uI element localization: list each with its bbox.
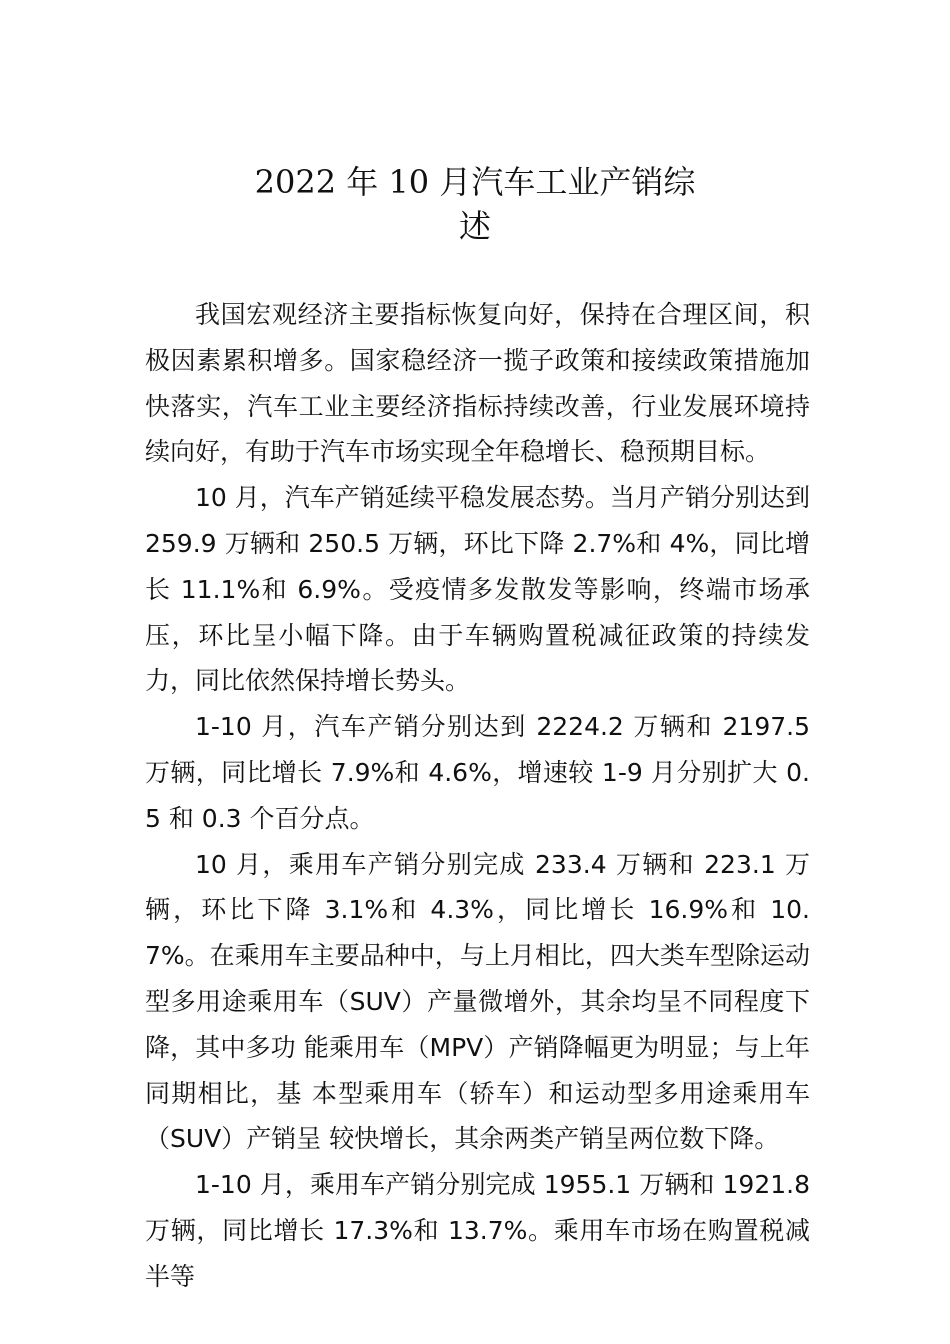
paragraph: 1-10 月，乘用车产销分别完成 1955.1 万辆和 1921.8 万辆，同比增长 17.3%和 13.7%。乘用车市场在购置税减半等 <box>145 1170 810 1291</box>
paragraph: 10 月，乘用车产销分别完成 233.4 万辆和 223.1 万辆，环比下降 3.1%和 4.3%，同比增长 16.9%和 10.7%。在乘用车主要品种中，与上月相比，四大类车型除运动型多用途乘用车（SUV）产量微增外，其余均呈不同程度下降，其中多功 能乘用车（MPV）产销降幅更为明显；与上年同期相比，基 本型乘用车（轿车）和运动型多用途乘用车（SUV）产销呈 较快增长，其余两类产销呈两位数下降。 <box>145 849 810 1154</box>
document-title <box>0 160 950 248</box>
title-line-1: 2022 年 10 月汽车工业产销综 <box>254 163 696 201</box>
paragraph: 我国宏观经济主要指标恢复向好，保持在合理区间，积极因素累积增多。国家稳经济一揽子政策和接续政策措施加快落实，汽车工业主要经济指标持续改善，行业发展环境持续向好，有助于汽车市场实现全年稳增长、稳预期目标。 <box>145 300 810 467</box>
document-body <box>145 292 810 1300</box>
paragraph: 1-10 月，汽车产销分别达到 2224.2 万辆和 2197.5 万辆，同比增长 7.9%和 4.6%，增速较 1-9 月分别扩大 0.5 和 0.3 个百分点。 <box>145 712 810 833</box>
paragraph: 10 月，汽车产销延续平稳发展态势。当月产销分别达到 259.9 万辆和 250.5 万辆，环比下降 2.7%和 4%，同比增长 11.1%和 6.9%。受疫情多发散发等影响，终端市场承压，环比呈小幅下降。由于车辆购置税减征政策的持续发力，同比依然保持增长势头。 <box>145 483 810 696</box>
title-line-2: 述 <box>458 207 491 245</box>
